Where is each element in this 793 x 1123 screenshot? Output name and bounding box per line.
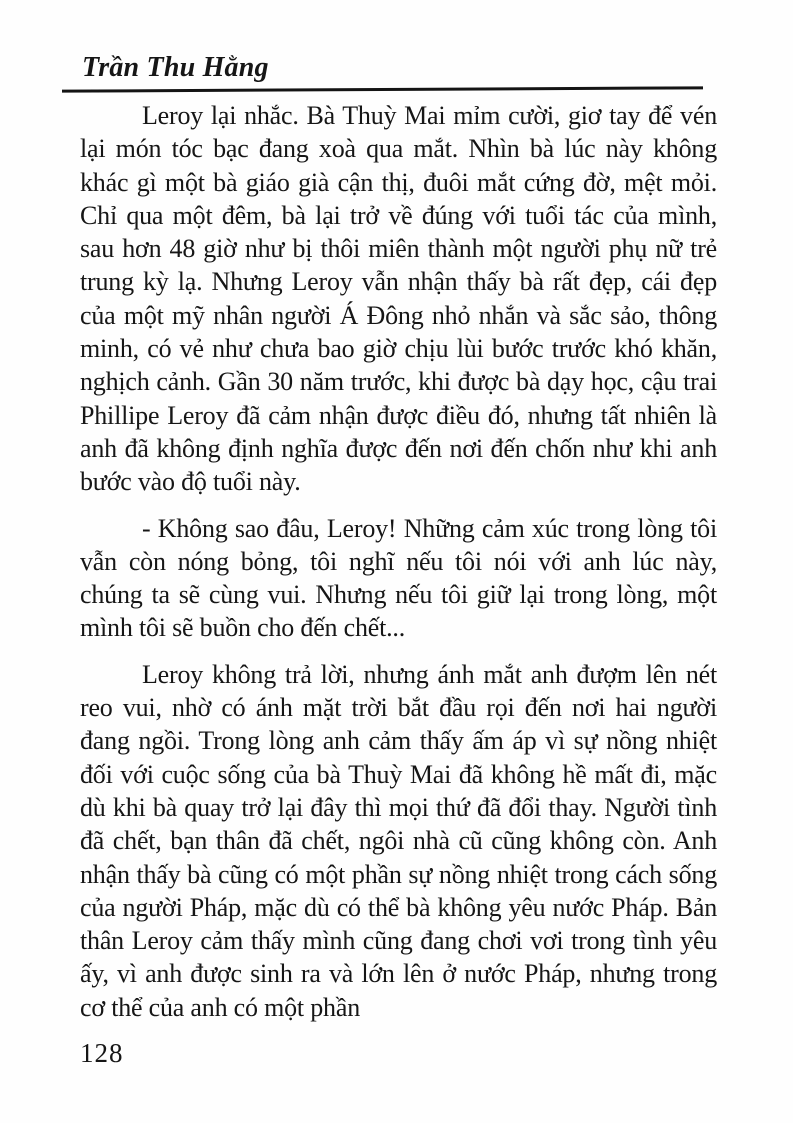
- page-number: 128: [80, 1038, 124, 1068]
- paragraph-2: - Không sao đâu, Leroy! Những cảm xúc trong lòng tôi vẫn còn nóng bỏng, tôi nghĩ nếu tôi nói với anh lúc này, chúng ta sẽ cùng vui. Nhưng nếu tôi giữ lại trong lòng, một mình tôi sẽ buồn cho đến chết...: [80, 513, 717, 643]
- paragraph-1: Leroy lại nhắc. Bà Thuỳ Mai mỉm cười, giơ tay để vén lại món tóc bạc đang xoà qua mắt. Nhìn bà lúc này không khác gì một bà giáo già cận thị, đuôi mắt cứng đờ, mệt mỏi. Chỉ qua một đêm, bà lại trở về đúng với tuổi tác của mình, sau hơn 48 giờ như bị thôi miên thành một người phụ nữ trẻ trung kỳ lạ. Nhưng Leroy vẫn nhận thấy bà rất đẹp, cái đẹp của một mỹ nhân người Á Đông nhỏ nhắn và sắc sảo, thông minh, có vẻ như chưa bao giờ chịu lùi bước trước khó khăn, nghịch cảnh. Gần 30 năm trước, khi được bà dạy học, cậu trai Phillipe Leroy đã cảm nhận được điều đó, nhưng tất nhiên là anh đã không định nghĩa được đến nơi đến chốn như khi anh bước vào độ tuổi này.: [80, 101, 717, 497]
- paragraph-3: Leroy không trả lời, nhưng ánh mắt anh đượm lên nét reo vui, nhờ có ánh mặt trời bắt đầu rọi đến nơi hai người đang ngồi. Trong lòng anh cảm thấy ấm áp vì sự nồng nhiệt đối với cuộc sống của bà Thuỳ Mai đã không hề mất đi, mặc dù khi bà quay trở lại đây thì mọi thứ đã đổi thay. Người tình đã chết, bạn thân đã chết, ngôi nhà cũ cũng không còn. Anh nhận thấy bà cũng có một phần sự nồng nhiệt trong cách sống của người Pháp, mặc dù có thể bà không yêu nước Pháp. Bản thân Leroy cảm thấy mình cũng đang chơi vơi trong tình yêu ấy, vì anh được sinh ra và lớn lên ở nước Pháp, nhưng trong cơ thể của anh có một phần: [80, 659, 717, 1022]
- running-header-author: Trần Thu Hằng: [82, 52, 269, 83]
- page-body: [80, 99, 717, 1037]
- header-rule: [62, 86, 703, 92]
